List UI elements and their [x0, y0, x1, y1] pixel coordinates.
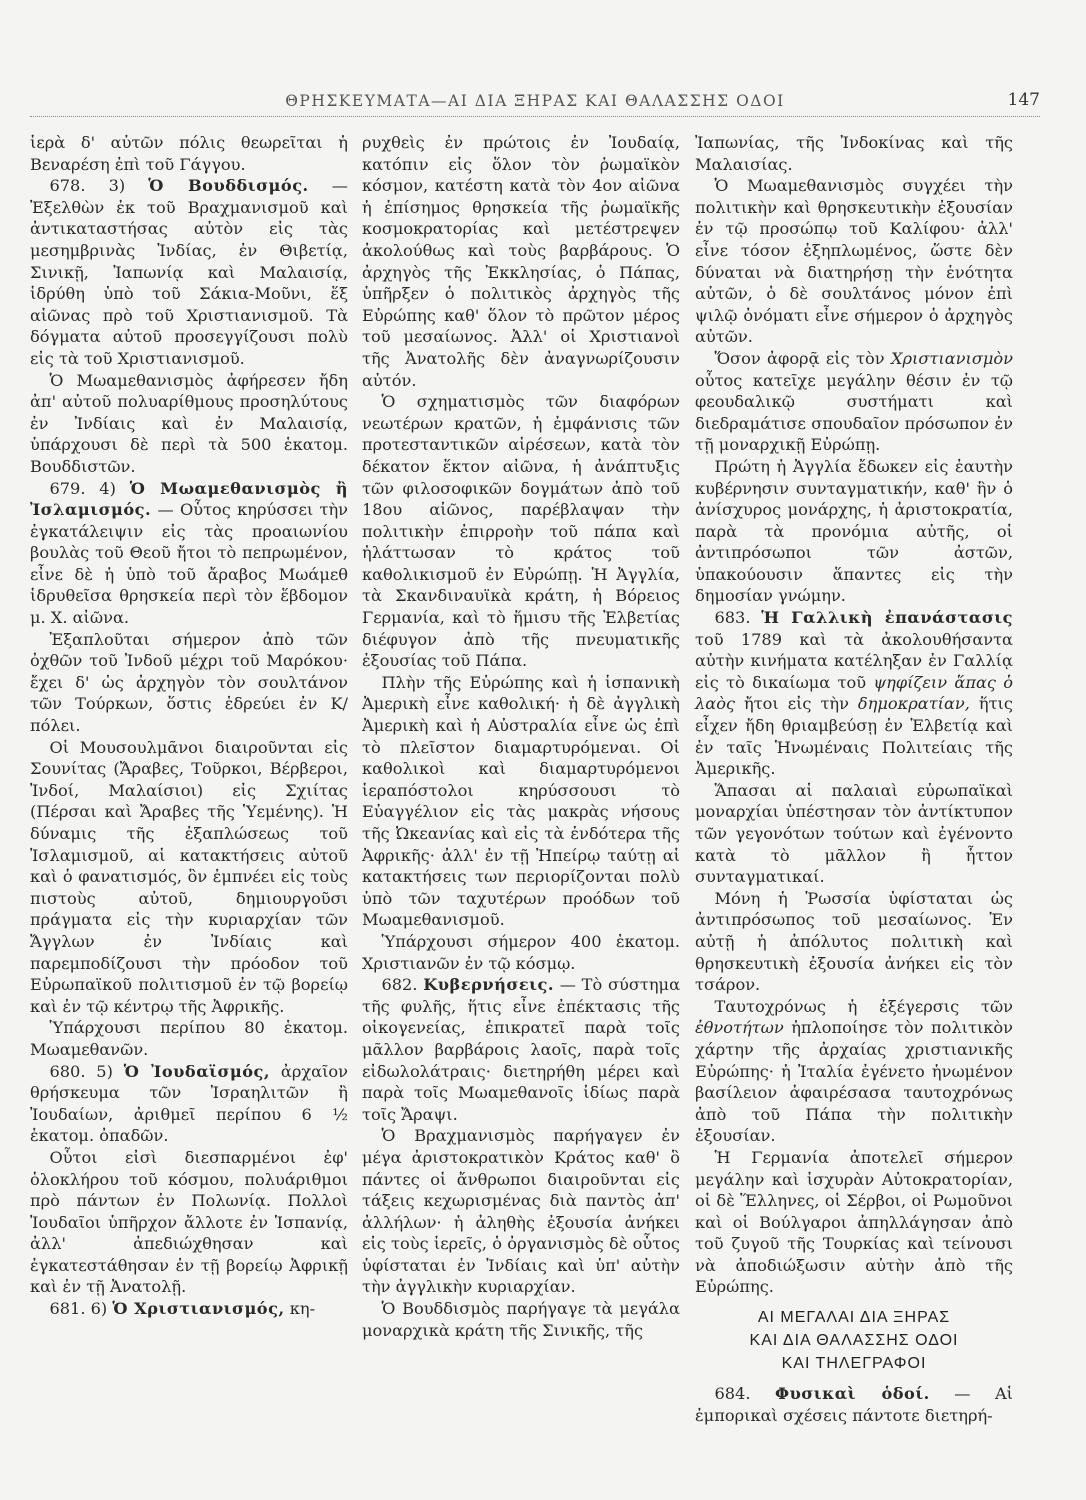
- text-run: Ταυτοχρόνως ἡ ἐξέγερσις τῶν: [714, 996, 1013, 1016]
- page-number: 147: [1007, 90, 1040, 110]
- section-title: Ὁ Μωαμεθανισμὸς ἢ Ἰσλαμισμός.: [30, 478, 348, 520]
- section-number: 683.: [714, 608, 751, 628]
- paragraph: Ἰαπωνίας, τῆς Ἰνδοκίνας καὶ τῆς Μαλαισίας.: [695, 133, 1013, 174]
- section-number: 679. 4): [49, 478, 116, 498]
- section-title: Ἡ Γαλλικὴ ἐπανάστασις: [761, 608, 1013, 628]
- chapter-heading-line: ΚΑΙ ΔΙΑ ΘΑΛΑΣΣΗΣ ΟΔΟΙ: [749, 1332, 959, 1350]
- section-number: 681. 6): [49, 1299, 108, 1319]
- section-title: Ὁ Χριστιανισμός,: [112, 1299, 285, 1319]
- chapter-heading: [695, 1306, 1013, 1375]
- chapter-heading-line: ΑΙ ΜΕΓΑΛΑΙ ΔΙΑ ΞΗΡΑΣ: [757, 1309, 951, 1327]
- section-679: [30, 478, 348, 629]
- section-number: 680. 5): [49, 1061, 113, 1081]
- italic-term: ἐθνοτήτων: [695, 1018, 784, 1038]
- section-683: [695, 607, 1013, 780]
- text-run: τοῦ 1789 καὶ τὰ ἀκολουθήσαντα αὐτὴν κινήματα κατέληξαν ἐν Γαλλίᾳ εἰς τὸ δικαίωμα τοῦ: [695, 629, 1013, 692]
- paragraph: Ὁ Βραχμανισμὸς παρήγαγεν ἐν μέγα ἀριστοκρατικὸν Κράτος καθ' ὃ πάντες οἱ ἄνθρωποι διαιροῦνται εἰς τάξεις κεχωρισμένας διὰ παντὸς ἀπ' ἀλλήλων· ἡ ἀληθὴς ἐξουσία ἀνήκει εἰς τοὺς ἱερεῖς, ὁ ὀργανισμὸς δὲ οὗτος ὑφίσταται ἐν Ἰνδίαις καὶ ὑπ' αὐτὴν τὴν ἀγγλικὴν κυριαρχίαν.: [362, 1126, 680, 1297]
- paragraph: Μόνη ἡ Ῥωσσία ὑφίσταται ὡς ἀντιπρόσωπος τοῦ μεσαίωνος. Ἐν αὐτῇ ἡ ἀπόλυτος πολιτικὴ καὶ θρησκευτικὴ ἐξουσία ἀνήκει εἰς τὸν τσάρον.: [695, 888, 1013, 995]
- section-text: — Οὗτος κηρύσσει τὴν ἐγκατάλειψιν εἰς τὰς προαιωνίου βουλὰς τοῦ Θεοῦ ἤτοι τὸ πεπρωμένον, εἶνε δὲ ἡ ὑπὸ τοῦ ἄραβος Μωάμεθ ἱδρυθεῖσα θρησκεία περὶ τὸν ἕβδομον μ. Χ. αἰῶνα.: [30, 500, 348, 628]
- italic-term: Χριστιανισμὸν: [890, 348, 1013, 368]
- text-column-3: [695, 132, 1013, 1426]
- running-head-title: ΘΡΗΣΚΕΥΜΑΤΑ—ΑΙ ΔΙΑ ΞΗΡΑΣ ΚΑΙ ΘΑΛΑΣΣΗΣ ΟΔΟΙ: [285, 92, 785, 110]
- section-text: ἀρχαῖον θρήσκευμα τῶν Ἰσραηλιτῶν ἢ Ἰουδαίων, ἀριθμεῖ περίπου 6 ½ ἑκατομ. ὀπαδῶν.: [30, 1061, 349, 1146]
- section-text: — Αἱ ἐμπορικαὶ σχέσεις πάντοτε διετηρή-: [695, 1384, 1013, 1425]
- paragraph: ρυχθεὶς ἐν πρώτοις ἐν Ἰουδαίᾳ, κατόπιν εἰς ὅλον τὸν ῥωμαϊκὸν κόσμον, κατέστη κατὰ τὸν 4ον αἰῶνα ἡ ἐπίσημος θρησκεία τῆς ῥωμαϊκῆς κοσμοκρατορίας καὶ μετέστρεψεν ἀκολούθως καὶ τοὺς βαρβάρους. Ὁ ἀρχηγὸς τῆς Ἐκκλησίας, ὁ Πάπας, ὑπῆρξεν ὁ πολιτικὸς ἀρχηγὸς τῆς Εὐρώπης καθ' ὅλον τὸ πρῶτον μέρος τοῦ μεσαίωνος. Ἀλλ' οἱ Χριστιανοὶ τῆς Ἀνατολῆς δὲν ἀναγνωρίζουσιν αὐτόν.: [362, 133, 680, 390]
- section-684: [695, 1383, 1013, 1426]
- paragraph: Ἡ Γερμανία ἀποτελεῖ σήμερον μεγάλην καὶ ἰσχυρὰν Αὐτοκρατορίαν, οἱ δὲ Ἕλληνες, οἱ Σέρβοι, οἱ Ρωμοῦνοι καὶ οἱ Βούλγαροι ἀπηλλάγησαν ἀπὸ τοῦ ζυγοῦ τῆς Τουρκίας καὶ τείνουσι νὰ ἀποδιώξωσιν αὐτὴν ἀπὸ τῆς Εὐρώπης.: [695, 1147, 1013, 1297]
- section-title: Ὁ Ἰουδαϊσμός,: [123, 1061, 271, 1081]
- section-682: [362, 974, 680, 1125]
- paragraph: Ἐξαπλοῦται σήμερον ἀπὸ τῶν ὀχθῶν τοῦ Ἰνδοῦ μέχρι τοῦ Μαρόκου· ἔχει δ' ὡς ἀρχηγὸν τὸν σουλτάνον τῶν Τούρκων, ὅστις ἑδρεύει ἐν Κ/πόλει.: [30, 629, 348, 736]
- italic-term: ψηφίζειν ἅπας ὁ λαὸς: [695, 672, 1013, 714]
- section-number: 678. 3): [49, 176, 126, 196]
- paragraph: ἱερὰ δ' αὐτῶν πόλις θεωρεῖται ἡ Βεναρέση ἐπὶ τοῦ Γάγγου.: [30, 133, 348, 174]
- paragraph: Ὁ Βουδδισμὸς παρήγαγε τὰ μεγάλα μοναρχικὰ κράτη τῆς Σινικῆς, τῆς: [362, 1299, 680, 1340]
- text-run: Ὅσον ἀφορᾷ εἰς τὸν: [714, 348, 885, 368]
- paragraph: [695, 996, 1013, 1147]
- text-run: ἥτις εἶχεν ἤδη θριαμβεύσῃ ἐν Ἑλβετίᾳ καὶ ἐν ταῖς Ἡνωμέναις Πολιτείαις τῆς Ἀμερικῆς.: [695, 694, 1013, 779]
- paragraph: Οὗτοι εἰσὶ διεσπαρμένοι ἐφ' ὁλοκλήρου τοῦ κόσμου, πολυάριθμοι πρὸ πάντων ἐν Πολωνίᾳ. Πολλοὶ Ἰουδαῖοι ὑπῆρχον ἄλλοτε ἐν Ἱσπανίᾳ, ἀλλ' ἀπεδιώχθησαν καὶ ἐγκατεστάθησαν ἐν τῇ βορείῳ Ἀφρικῇ καὶ ἐν τῇ Ἀνατολῇ.: [30, 1147, 348, 1297]
- text-run: ἤτοι εἰς τὴν: [743, 694, 849, 714]
- paragraph: Ὁ σχηματισμὸς τῶν διαφόρων νεωτέρων κρατῶν, ἡ ἐμφάνισις τῶν προτεσταντικῶν αἱρέσεων, κατὰ τὸν δέκατον ἕκτον αἰῶνα, ἡ ἀνάπτυξις τῶν φιλοσοφικῶν δογμάτων ἀπὸ τοῦ 18ου αἰῶνος, παρέβλαψαν τὴν πολιτικὴν ἐπιρροὴν τοῦ πάπα καὶ ἠλάττωσαν τὸ κράτος τοῦ καθολικισμοῦ ἐν Εὐρώπῃ. Ἡ Ἀγγλία, τὰ Σκανδιναυϊκὰ κράτη, ἡ Βόρειος Γερμανία, καὶ τὸ ἥμισυ τῆς Ἑλβετίας διέφυγον ἀπὸ τῆς πνευματικῆς ἐξουσίας τοῦ Πάπα.: [362, 392, 680, 671]
- paragraph: Πρώτη ἡ Ἀγγλία ἔδωκεν εἰς ἑαυτὴν κυβέρνησιν συνταγματικήν, καθ' ἣν ὁ ἀνίσχυρος μονάρχης, ἡ ἀριστοκρατία, παρὰ τὰ προνόμια αὐτῆς, οἱ ἀντιπρόσωποι τῶν ἀστῶν, ὑπακούουσιν ἅπαντες εἰς τὴν δημοσίαν γνώμην.: [695, 456, 1013, 606]
- paragraph: Πλὴν τῆς Εὐρώπης καὶ ἡ ἱσπανικὴ Ἀμερικὴ εἶνε καθολική· ἡ δὲ ἀγγλικὴ Ἀμερικὴ καὶ ἡ Αὐστραλία εἶνε ὡς ἐπὶ τὸ πλεῖστον διαμαρτυρόμεναι. Οἱ καθολικοὶ καὶ διαμαρτυρόμενοι ἱεραπόστολοι κηρύσσουσι τὸ Εὐαγγέλιον εἰς τὰς μακρὰς νήσους τῆς Ὠκεανίας καὶ εἰς τὰ ἐνδότερα τῆς Ἀφρικῆς· ἀλλ' ἐν τῇ Ἠπείρῳ ταύτῃ αἱ κατακτήσεις των περιορίζονται πολὺ ὑπὸ τῶν ταχυτέρων προόδων τοῦ Μωαμεθανισμοῦ.: [362, 672, 680, 930]
- section-681: [30, 1298, 348, 1320]
- section-680: [30, 1061, 348, 1147]
- text-run: οὗτος κατεῖχε μεγάλην θέσιν ἐν τῷ φεουδαλικῷ συστήματι καὶ διεδραμάτισε σπουδαῖον πρόσωπον ἐν τῇ μοναρχικῇ Εὐρώπῃ.: [695, 370, 1013, 455]
- paragraph: Ὑπάρχουσι περίπου 80 ἑκατομ. Μωαμεθανῶν.: [30, 1018, 348, 1059]
- text-run: ἡπλοποίησε τὸν πολιτικὸν χάρτην τῆς ἀρχαίας χριστιανικῆς Εὐρώπης· ἡ Ἰταλία ἐγένετο ἡνωμένον βασίλειον ἀφαιρέσασα ταυτοχρόνως ἀπὸ τοῦ Πάπα τὴν πολιτικὴν ἐξουσίαν.: [695, 1018, 1013, 1146]
- paragraph: [695, 348, 1013, 456]
- paragraph: Ὁ Μωαμεθανισμὸς ἀφήρεσεν ἤδη ἀπ' αὐτοῦ πολυαρίθμους προσηλύτους ἐν Ἰνδίαις καὶ ἐν Μαλαισίᾳ, ὑπάρχουσι δὲ περὶ τὰ 500 ἑκατομ. Βουδδιστῶν.: [30, 370, 348, 476]
- paragraph: Ὑπάρχουσι σήμερον 400 ἑκατομ. Χριστιανῶν ἐν τῷ κόσμῳ.: [362, 931, 680, 973]
- section-title: Φυσικαὶ ὁδοί.: [774, 1384, 930, 1404]
- italic-term: δημοκρατίαν,: [857, 694, 970, 714]
- section-text: κη-: [289, 1299, 316, 1319]
- section-text: — Ἐξελθὼν ἐκ τοῦ Βραχμανισμοῦ καὶ ἀντικαταστήσας αὐτὸν εἰς τὰς μεσημβρινὰς Ἰνδίας, ἐν Θιβετίᾳ, Σινικῇ, Ἰαπωνίᾳ καὶ Μαλαισίᾳ, ἱδρύθη ὑπὸ τοῦ Σάκια-Μοῦνι, ἕξ αἰῶνας πρὸ τοῦ Χριστιανισμοῦ. Τὰ δόγματα αὐτοῦ προσεγγίζουσι πολὺ εἰς τὰ τοῦ Χριστιανισμοῦ.: [30, 176, 348, 368]
- chapter-heading-line: ΚΑΙ ΤΗΛΕΓΡΑΦΟΙ: [781, 1355, 927, 1373]
- section-number: 682.: [381, 975, 418, 995]
- section-678: [30, 175, 348, 369]
- paragraph: Ὁ Μωαμεθανισμὸς συγχέει τὴν πολιτικὴν καὶ θρησκευτικὴν ἐξουσίαν ἐν τῷ προσώπῳ τοῦ Καλίφου· ἀλλ' εἶνε τόσον ἐξηπλωμένος, ὥστε δὲν δύναται νὰ διατηρήσῃ τὴν ἑνότητα αὐτῶν, ὁ δὲ σουλτάνος μόνον ἐπὶ ψιλῷ ὀνόματι εἶνε σήμερον ὁ ἀρχηγὸς αὐτῶν.: [695, 176, 1013, 347]
- paragraph: Οἱ Μουσουλμᾶνοι διαιροῦνται εἰς Σουνίτας (Ἄραβες, Τοῦρκοι, Βέρβεροι, Ἰνδοί, Μαλαίσιοι) εἰς Σχιίτας (Πέρσαι καὶ Ἄραβες τῆς Ὑεμένης). Ἡ δύναμις τῆς ἐξαπλώσεως τοῦ Ἰσλαμισμοῦ, αἱ κατακτήσεις αὐτοῦ καὶ ὁ φανατισμός, ὃν ἐμπνέει εἰς τοὺς πιστοὺς αὐτοῦ, δημιουργοῦσι πράγματα εἰς τὴν κυριαρχίαν τῶν Ἄγγλων ἐν Ἰνδίαις καὶ παρεμποδίζουσι τὴν πρόοδον τοῦ Εὐρωπαϊκοῦ πολιτισμοῦ ἐν τῷ βορείῳ καὶ ἐν τῷ κέντρῳ τῆς Ἀφρικῆς.: [30, 737, 348, 1016]
- paragraph: Ἅπασαι αἱ παλαιαὶ εὐρωπαϊκαὶ μοναρχίαι ὑπέστησαν τὸν ἀντίκτυπον τῶν γεγονότων τούτων καὶ ἐγένοντο κατὰ τὸ μᾶλλον ἢ ἧττον συνταγματικαί.: [695, 780, 1013, 887]
- section-title: Ὁ Βουδδισμός.: [148, 176, 309, 196]
- section-text: — Τὸ σύστημα τῆς φυλῆς, ἥτις εἶνε ἐπέκτασις τῆς οἰκογενείας, ἐπικρατεῖ παρὰ τοῖς μᾶλλον βαρβάροις λαοῖς, παρὰ τοῖς εἰδωλολάτραις· διετηρήθη μέρει καὶ παρὰ τοῖς Μωαμεθανοῖς ἰδίως παρὰ τοῖς Ἄραψι.: [362, 975, 680, 1124]
- running-header: [30, 88, 1040, 117]
- section-number: 684.: [714, 1384, 751, 1404]
- text-column-2: [362, 132, 680, 1341]
- text-column-1: [30, 132, 348, 1320]
- section-title: Κυβερνήσεις.: [423, 975, 554, 995]
